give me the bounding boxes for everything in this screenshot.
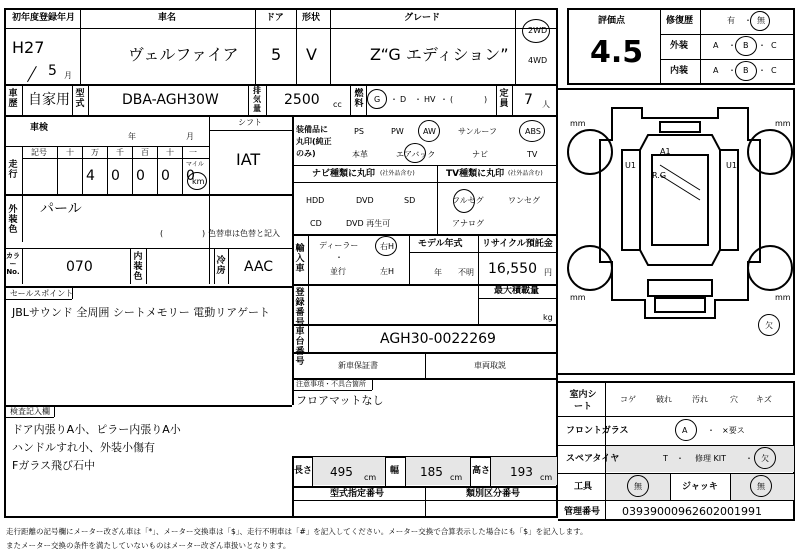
interior-seat-label: 室内シート xyxy=(569,390,597,412)
color-value: パール xyxy=(40,201,82,217)
spare-dot1: ・ xyxy=(676,454,684,463)
mileage-digit-3: 0 xyxy=(136,168,145,184)
spare-missing: 欠 xyxy=(761,454,769,463)
navi-label-sub: (社外品含む) xyxy=(380,170,415,177)
seat-hole: 穴 xyxy=(730,395,738,404)
shape-label: 形状 xyxy=(302,13,321,23)
class-number-label: 類別区分番号 xyxy=(466,489,521,499)
height-unit: cm xyxy=(540,473,553,482)
spare-circle xyxy=(754,447,776,469)
fuel-hv: HV xyxy=(424,95,436,104)
tv-analog: アナログ xyxy=(452,219,484,228)
windshield-a: A xyxy=(682,426,688,435)
mm-label-br: mm xyxy=(775,293,791,302)
inspector-line-2: ハンドルすれ小、外装小傷有 xyxy=(12,441,155,454)
int-opt-a: A xyxy=(713,66,719,75)
diagram-label-u1-right: U1 xyxy=(726,161,737,170)
mm-label-tr: mm xyxy=(775,119,791,128)
recycle-value: 16,550 xyxy=(488,261,537,277)
ext-opt-c: C xyxy=(771,41,777,50)
steering-circle xyxy=(375,236,397,256)
tools-circle xyxy=(627,475,649,497)
import-dealer: ディーラー xyxy=(319,241,359,250)
capacity-value: 7 xyxy=(524,92,533,108)
fuel-dot1: ・ xyxy=(390,95,398,104)
fuel-dot2: ・ xyxy=(414,95,422,104)
seat-burn: コゲ xyxy=(620,395,636,404)
navi-cd: CD xyxy=(310,219,322,228)
ext-opt-dot1: ・ xyxy=(728,41,736,50)
chassis-value: AGH30-0022269 xyxy=(380,331,496,347)
tv-oneseg: ワンセグ xyxy=(508,196,540,205)
inspection-label: 車検 xyxy=(30,123,49,133)
fuel-d: D xyxy=(400,95,407,104)
missing-circle xyxy=(758,314,780,336)
mileage-digit-5: 0 xyxy=(186,168,195,184)
displacement-value: 2500 xyxy=(284,92,320,108)
seat-dirt: 汚れ xyxy=(692,395,708,404)
equip-ps: PS xyxy=(354,127,364,136)
windshield-label: フロントガラス xyxy=(566,426,629,436)
width-value: 185 xyxy=(420,465,443,479)
first-reg-month: 5 xyxy=(48,63,57,79)
mileage-mile-label: マイル xyxy=(186,161,204,168)
repair-label: 修復歴 xyxy=(666,16,694,26)
height-value: 193 xyxy=(510,465,533,479)
grade-name: Z“G エディション” xyxy=(370,45,509,64)
width-unit: cm xyxy=(450,473,463,482)
equip-leather: 本革 xyxy=(352,150,368,159)
interior-circle xyxy=(735,61,757,81)
navi-sd: SD xyxy=(404,196,416,205)
displacement-label: 排気量 xyxy=(253,86,261,113)
place-1k: 千 xyxy=(116,148,124,157)
shift-value: IAT xyxy=(236,150,261,169)
spare-dot2: ・ xyxy=(745,454,753,463)
int-opt-b: B xyxy=(743,66,749,75)
color-note: 色替車は色替と記入 xyxy=(208,229,280,238)
equipment-label: 装備品に丸印(純正のみ) xyxy=(296,125,332,158)
fuel-dot3: ・ xyxy=(440,95,448,104)
place-100: 百 xyxy=(141,148,149,157)
import-label: 輸入車 xyxy=(295,244,305,274)
spare-kit: 修理 KIT xyxy=(695,454,727,463)
equip-airbag-circle xyxy=(404,143,426,163)
width-label: 幅 xyxy=(390,466,400,476)
inspection-month-unit: 月 xyxy=(186,132,194,141)
color-code-label: カラーNo. xyxy=(6,252,20,276)
mileage-unit: km xyxy=(192,177,205,186)
displacement-unit: cc xyxy=(333,100,342,109)
tools-label: 工具 xyxy=(574,482,593,492)
repair-circle xyxy=(750,11,770,31)
diagram-label-rg: R.G xyxy=(652,171,667,180)
windshield-dot: ・ xyxy=(707,426,715,435)
place-10: 十 xyxy=(166,148,174,157)
footer-line-2: またメーター交換の条件を満たしていないものはメーター改ざん車扱いとなります。 xyxy=(6,541,291,550)
mileage-unit-circle xyxy=(187,172,207,190)
management-label: 管理番号 xyxy=(564,507,601,517)
max-load-unit: kg xyxy=(543,313,553,322)
score-label: 評価点 xyxy=(598,16,626,26)
tv-label-sub: (社外品含む) xyxy=(508,170,543,177)
navi-hdd: HDD xyxy=(306,196,325,205)
car-name: ヴェルファイア xyxy=(128,45,239,64)
length-label: 長さ xyxy=(294,466,313,476)
notes-text: フロアマットなし xyxy=(296,394,384,407)
navi-label: ナビ種類に丸印 xyxy=(312,169,376,179)
door-count: 5 xyxy=(271,45,282,64)
interior-label: 内装 xyxy=(670,66,689,76)
model-value: DBA-AGH30W xyxy=(122,92,219,108)
fuel-paren-open: ( xyxy=(450,95,454,104)
inspector-line-3: Fガラス飛び石中 xyxy=(12,459,95,472)
mileage-digit-1: 4 xyxy=(86,168,95,184)
body-shape: V xyxy=(306,45,317,64)
notes-label: 注意事項・不具合箇所 xyxy=(296,380,366,388)
fuel-label: 燃料 xyxy=(354,89,364,109)
equip-tv: TV xyxy=(527,150,538,159)
model-label: 型式 xyxy=(75,89,85,109)
exterior-circle xyxy=(735,36,757,56)
capacity-unit: 人 xyxy=(542,100,550,109)
int-opt-c: C xyxy=(771,66,777,75)
mm-label-tl: mm xyxy=(570,119,586,128)
length-value: 495 xyxy=(330,465,353,479)
equip-aw-circle xyxy=(418,120,440,142)
recycle-label: リサイクル預託金 xyxy=(482,239,553,249)
ac-label: 冷房 xyxy=(216,256,226,276)
jack-label: ジャッキ xyxy=(682,482,718,492)
score-value: 4.5 xyxy=(590,35,644,70)
color-note-open: ( xyxy=(160,229,164,238)
color-label: 外装色 xyxy=(8,205,18,235)
spare-t: T xyxy=(663,454,668,463)
missing-label: 欠 xyxy=(765,321,773,330)
category-label: 車歴 xyxy=(8,89,18,109)
place-100k: 十 xyxy=(66,148,74,157)
footer-line-1: 走行距離の記号欄にメーター改ざん車は「*」、メーター交換車は「$」、走行不明車は「#」を記入してください。メーター交換で合算表示した場合にも「$」を記入します。 xyxy=(6,527,588,536)
equip-airbag: エアバック xyxy=(396,150,436,159)
equip-aw: AW xyxy=(423,127,436,136)
import-dot: ・ xyxy=(335,253,343,262)
fuel-circle xyxy=(367,89,387,109)
equip-sunroof: サンルーフ xyxy=(458,127,497,136)
diagram-label-a1: A1 xyxy=(660,147,671,156)
repair-opt-no: 無 xyxy=(757,16,765,25)
car-name-label: 車名 xyxy=(158,13,177,23)
drive-4wd: 4WD xyxy=(528,56,548,65)
diagram-box xyxy=(558,88,795,375)
int-opt-dot2: ・ xyxy=(758,66,766,75)
management-value: 03939000962602001991 xyxy=(622,505,762,518)
first-reg-month-unit: 月 xyxy=(64,71,72,80)
ext-opt-dot2: ・ xyxy=(758,41,766,50)
place-10k: 万 xyxy=(91,148,99,157)
jack-value: 無 xyxy=(757,482,765,491)
model-year-unit: 年 xyxy=(434,268,442,277)
capacity-label: 定員 xyxy=(499,89,509,109)
recycle-unit: 円 xyxy=(544,268,552,277)
color-note-close: ) xyxy=(202,229,206,238)
equip-abs: ABS xyxy=(525,127,541,136)
exterior-label: 外装 xyxy=(670,41,689,51)
diagram-label-u1-left: U1 xyxy=(625,161,636,170)
jack-circle xyxy=(750,475,772,497)
max-load-label: 最大積載量 xyxy=(494,286,540,296)
equip-pw: PW xyxy=(391,127,404,136)
inspector-line-1: ドア内張りA小、ピラー内張りA小 xyxy=(12,423,181,436)
windshield-circle xyxy=(675,419,697,441)
category-value: 自家用 xyxy=(28,92,70,108)
ac-value: AAC xyxy=(244,259,274,275)
fuel-g: G xyxy=(374,95,381,104)
tv-fullseg-circle xyxy=(453,189,475,213)
seat-tear: 破れ xyxy=(656,395,672,404)
sales-point-label: セールスポイント xyxy=(10,289,74,298)
ext-opt-a: A xyxy=(713,41,719,50)
inspection-year-unit: 年 xyxy=(128,132,136,141)
drive-2wd: 2WD xyxy=(528,26,548,35)
int-opt-dot1: ・ xyxy=(728,66,736,75)
spare-tire-label: スペアタイヤ xyxy=(566,454,620,464)
inspector-label: 検査記入欄 xyxy=(10,407,50,416)
drive-circle xyxy=(522,19,550,43)
navi-dvd: DVD xyxy=(356,196,374,205)
seat-scratch: キズ xyxy=(756,395,772,404)
import-parallel: 並行 xyxy=(330,267,346,276)
ext-opt-b: B xyxy=(743,41,749,50)
type-number-label: 型式指定番号 xyxy=(330,489,385,499)
navi-dvd-play: DVD 再生可 xyxy=(346,219,391,228)
repair-opt-dot: ・ xyxy=(744,16,752,25)
height-label: 高さ xyxy=(472,466,491,476)
mileage-code-label: 記号 xyxy=(31,148,47,157)
windshield-x: ×要ス xyxy=(722,426,745,435)
equip-abs-circle xyxy=(519,120,545,142)
mileage-digit-4: 0 xyxy=(161,168,170,184)
steering-right: 右H xyxy=(380,242,395,251)
first-reg-year: H27 xyxy=(12,38,45,57)
interior-color-label: 内装色 xyxy=(133,252,143,282)
warranty-label: 新車保証書 xyxy=(338,361,378,370)
model-year-value: 不明 xyxy=(458,268,474,277)
tools-value: 無 xyxy=(634,482,642,491)
color-code-value: 070 xyxy=(66,259,93,275)
steering-left: 左H xyxy=(380,267,395,276)
manual-label: 車両取説 xyxy=(474,361,506,370)
grade-label: グレード xyxy=(404,13,441,23)
equip-navi: ナビ xyxy=(472,150,488,159)
length-unit: cm xyxy=(364,473,377,482)
fuel-paren-close: ) xyxy=(484,95,488,104)
mileage-label: 走行 xyxy=(8,160,18,180)
sales-point-text: JBLサウンド 全周囲 シートメモリー 電動リアゲート xyxy=(12,306,270,319)
tv-label: TV種類に丸印 xyxy=(446,169,505,179)
model-year-label: モデル年式 xyxy=(418,239,463,249)
tv-fullseg: フルセグ xyxy=(452,196,484,205)
mileage-digit-2: 0 xyxy=(111,168,120,184)
reg-no-label: 登録番号 xyxy=(295,288,305,328)
shift-label: シフト xyxy=(238,118,262,127)
first-reg-label: 初年度登録年月 xyxy=(12,13,76,23)
chassis-label: 車台番号 xyxy=(295,327,305,367)
mm-label-bl: mm xyxy=(570,293,586,302)
repair-opt-yes: 有 xyxy=(727,16,735,25)
door-label: ドア xyxy=(266,13,284,23)
place-1: 一 xyxy=(189,148,197,157)
